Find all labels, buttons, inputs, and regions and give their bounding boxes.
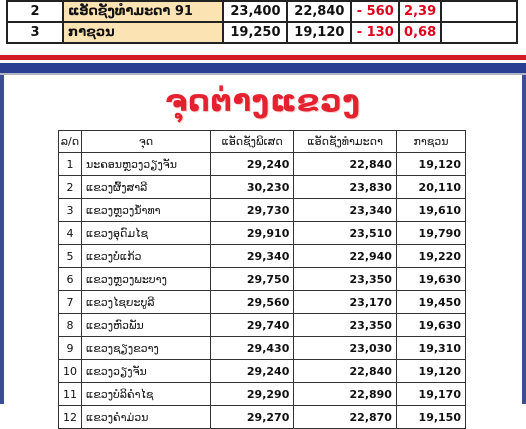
row-regular-price: 22,940: [294, 245, 397, 268]
row-special-price: 29,340: [211, 245, 294, 268]
row-regular-price: 22,870: [294, 406, 397, 429]
row-no: 6: [59, 268, 82, 291]
summary-blank-cell: [441, 22, 517, 43]
row-no: 8: [59, 314, 82, 337]
header-diesel: ກາຊວນ: [396, 131, 465, 153]
header-location: ຈຸດ: [82, 131, 211, 153]
row-regular-price: 23,030: [294, 337, 397, 360]
row-regular-price: 23,350: [294, 314, 397, 337]
header-no: ລ/ດ: [59, 131, 82, 153]
table-row: [59, 291, 466, 314]
row-diesel-price: 19,610: [396, 199, 465, 222]
row-diesel-price: 19,630: [396, 268, 465, 291]
row-regular-price: 22,890: [294, 383, 397, 406]
row-diesel-price: 19,120: [396, 153, 465, 176]
summary-diff: - 560: [351, 1, 399, 22]
row-diesel-price: 19,790: [396, 222, 465, 245]
row-diesel-price: 19,150: [396, 406, 465, 429]
row-location: ແຂວງໄຊຍະບູລີ: [82, 291, 211, 314]
row-diesel-price: 19,170: [396, 383, 465, 406]
table-header-row: [59, 131, 466, 153]
row-regular-price: 22,840: [294, 153, 397, 176]
summary-value-1: 23,400: [223, 1, 287, 22]
row-location: ແຂວງບໍ່ແກ້ວ: [82, 245, 211, 268]
row-no: 3: [59, 199, 82, 222]
row-no: 2: [59, 176, 82, 199]
summary-row: [7, 1, 517, 22]
summary-blank-cell: [441, 1, 517, 22]
table-row: [59, 337, 466, 360]
row-location: ແຂວງບໍລິຄຳໄຊ: [82, 383, 211, 406]
row-regular-price: 23,510: [294, 222, 397, 245]
table-row: [59, 406, 466, 429]
price-table: [58, 130, 466, 429]
page-title: ຈຸດຕ່າງແຂວງ: [165, 84, 361, 119]
row-location: ແຂວງຜົ້ງສາລີ: [82, 176, 211, 199]
row-location: ແຂວງວຽງຈັນ: [82, 360, 211, 383]
row-special-price: 29,740: [211, 314, 294, 337]
row-diesel-price: 20,110: [396, 176, 465, 199]
row-diesel-price: 19,310: [396, 337, 465, 360]
row-diesel-price: 19,450: [396, 291, 465, 314]
summary-diff: - 130: [351, 22, 399, 43]
row-no: 4: [59, 222, 82, 245]
row-diesel-price: 19,630: [396, 314, 465, 337]
table-row: [59, 383, 466, 406]
table-row: [59, 176, 466, 199]
row-special-price: 29,270: [211, 406, 294, 429]
row-no: 10: [59, 360, 82, 383]
row-no: 1: [59, 153, 82, 176]
row-special-price: 29,730: [211, 199, 294, 222]
summary-value-1: 19,250: [223, 22, 287, 43]
row-special-price: 29,750: [211, 268, 294, 291]
row-regular-price: 23,830: [294, 176, 397, 199]
row-location: ແຂວງຫຼວງພະບາງ: [82, 268, 211, 291]
row-no: 12: [59, 406, 82, 429]
row-regular-price: 23,340: [294, 199, 397, 222]
table-row: [59, 360, 466, 383]
row-location: ແຂວງຫຼວງນ້ຳທາ: [82, 199, 211, 222]
row-no: 11: [59, 383, 82, 406]
summary-name: ແອັດຊັງທຳມະດາ 91: [63, 1, 223, 22]
row-special-price: 29,430: [211, 337, 294, 360]
row-regular-price: 23,170: [294, 291, 397, 314]
summary-percent: 0,68: [399, 22, 441, 43]
summary-no: 2: [7, 1, 63, 22]
left-border: [0, 75, 4, 404]
row-special-price: 29,240: [211, 360, 294, 383]
summary-percent: 2,39: [399, 1, 441, 22]
summary-row: [7, 22, 517, 43]
row-location: ແຂວງອຸດົມໄຊ: [82, 222, 211, 245]
row-regular-price: 23,350: [294, 268, 397, 291]
row-special-price: 29,240: [211, 153, 294, 176]
summary-table: [6, 0, 518, 44]
row-location: ແຂວງຊຽງຂວາງ: [82, 337, 211, 360]
row-location: ແຂວງຫົວພັນ: [82, 314, 211, 337]
row-location: ແຂວງຄຳມ່ວນ: [82, 406, 211, 429]
header-special: ແອັດຊັງພິເສດ: [211, 131, 294, 153]
summary-value-2: 19,120: [287, 22, 351, 43]
summary-no: 3: [7, 22, 63, 43]
row-special-price: 29,910: [211, 222, 294, 245]
flag-stripe-shadow: [0, 73, 526, 75]
flag-stripe-blue: [0, 63, 526, 73]
table-row: [59, 222, 466, 245]
table-row: [59, 245, 466, 268]
row-special-price: 30,230: [211, 176, 294, 199]
row-diesel-price: 19,120: [396, 360, 465, 383]
row-location: ນະຄອນຫຼວງວຽງຈັນ: [82, 153, 211, 176]
row-no: 9: [59, 337, 82, 360]
table-row: [59, 314, 466, 337]
row-diesel-price: 19,220: [396, 245, 465, 268]
row-special-price: 29,560: [211, 291, 294, 314]
table-row: [59, 268, 466, 291]
header-regular: ແອັດຊັງທຳມະດາ: [294, 131, 397, 153]
table-row: [59, 153, 466, 176]
summary-name: ກາຊວນ: [63, 22, 223, 43]
row-no: 7: [59, 291, 82, 314]
summary-value-2: 22,840: [287, 1, 351, 22]
table-row: [59, 199, 466, 222]
row-regular-price: 22,840: [294, 360, 397, 383]
row-no: 5: [59, 245, 82, 268]
right-border: [522, 75, 526, 404]
row-special-price: 29,290: [211, 383, 294, 406]
